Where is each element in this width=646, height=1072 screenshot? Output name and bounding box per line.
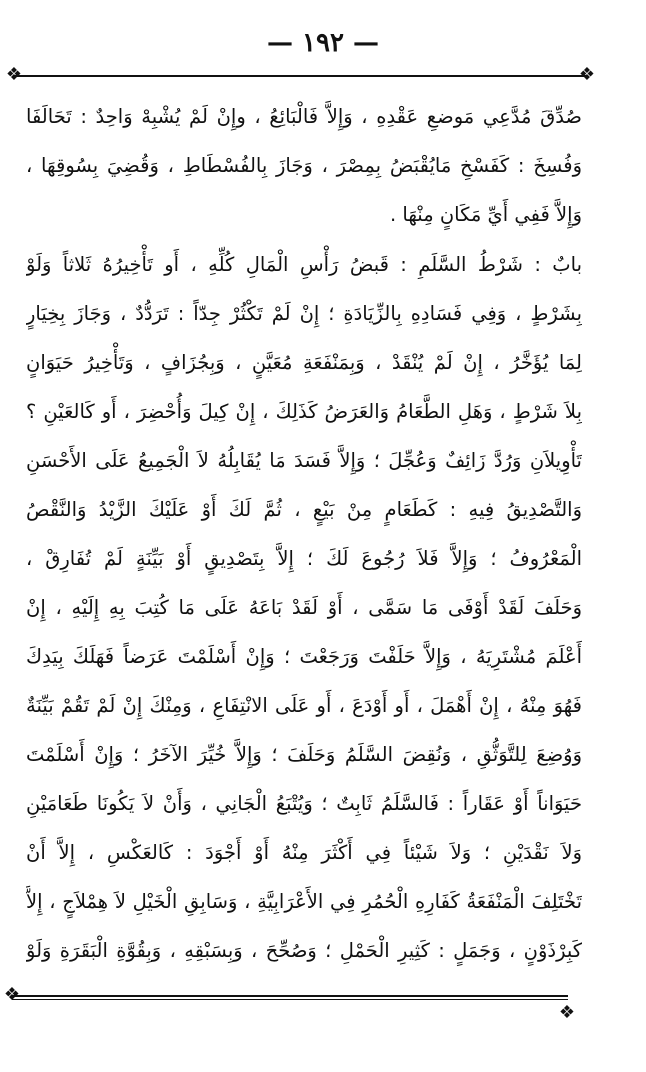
- text-line: صُدِّقَ مُدَّعِي مَوضعِ عَقْدِهِ ، وَإِلاَّ فَالْبَائِعُ ، وإِنْ لَمْ يُشْبِهْ وَاحِدٌ : تَحَالَفَا: [26, 105, 582, 128]
- corner-ornament-icon: ❖: [578, 64, 596, 85]
- text-line: حَيَوَاناً أَوْ عَقَاراً : فَالسَّلَمُ ثَابِتٌ ؛ وَيُتْبَعُ الْجَانِي ، وَأَنْ لاَ يَكُونَا طَعَامَيْنِ: [26, 792, 582, 815]
- text-line: وَوُضِعَ لِلتَّوَثُّقِ ، وَنُقِضَ السَّلَمُ وَحَلَفَ ؛ وَإِلاَّ خُيِّرَ الآخَرُ ؛ وَإِنْ أَسْلَمْتَ: [26, 743, 582, 766]
- text-line: وَلاَ نَقْدَيْنِ ؛ وَلاَ شَيْئاً فِي أَكْثَرَ مِنْهُ أَوْ أَجْوَدَ : كَالعَكْسِ ، إِلاَّ أَنْ: [26, 841, 582, 864]
- text-line: كَبِرْذَوْنٍ ، وَجَمَلٍ : كَثِيرِ الْحَمْلِ ؛ وَصُحِّحَ ، وَبِسَبْقِهِ ، وَبِقُوَّةِ الْبَقَرَةِ وَلَوْ: [26, 939, 582, 962]
- text-line: بِلاَ شَرْطٍ ، وَهَلِ الطَّعَامُ وَالعَرَضُ كَذَلِكَ ، إِنْ كِيلَ وَأُحْضِرَ ، أَو كَالعَيْنِ ؟: [26, 400, 582, 423]
- text-line: تَخْتَلِفَ الْمَنْفَعَةُ كَفَارِهِ الْحُمُرِ فِي الأَعْرَابِيَّةِ ، وَسَابِقِ الْخَيْلِ لاَ هِمْلاَجٍ ، إِلاَّ: [26, 890, 582, 913]
- text-line: وَفُسِخَ : كَفَسْخِ مَايُقْبَضُ بِمِصْرَ ، وَجَازَ بِالفُسْطَاطِ ، وَقُضِيَ بِسُوقِهَا ،: [26, 154, 582, 177]
- text-line: وَإِلاَّ فَفِي أَيِّ مَكَانٍ مِنْهَا .: [389, 203, 582, 226]
- corner-ornament-icon: ❖: [5, 64, 23, 85]
- text-line: بابٌ : شَرْطُ السَّلَمِ : قَبضُ رَأْسِ الْمَالِ كُلِّهِ ، أَو تَأْخِيرُهُ ثَلاثاً وَلَوْ: [26, 253, 582, 276]
- corner-ornament-icon: ❖: [3, 984, 21, 1005]
- paragraph-2: [26, 240, 582, 975]
- bottom-rule: [12, 995, 568, 997]
- paragraph-1: [26, 92, 582, 239]
- text-line: الْمَعْرُوفُ ؛ وَإِلاَّ فَلاَ رُجُوعَ لَكَ ؛ إِلاَّ بِتَصْدِيقٍ أَوْ بَيِّنَةٍ لَمْ تُفَارِقْ ،: [26, 547, 582, 570]
- text-line: بِشَرْطٍ ، وَفِي فَسَادِهِ بِالزِّيَادَةِ ؛ إِنْ لَمْ تَكْثُرْ جِدّاً : تَرَدُّدٌ ، وَجَازَ بِخِيَارٍ: [26, 302, 582, 325]
- bottom-rule-thin: [12, 999, 568, 1000]
- page-number: — ١٩٢ —: [266, 28, 380, 58]
- text-line: لِمَا يُؤَخَّرُ ، إِنْ لَمْ يُنْقَدْ ، وَبِمَنْفَعَةِ مُعَيَّنٍ ، وَبِجُزَافٍ ، وَتَأْخِيرُ حَيَوَانٍ: [26, 351, 582, 374]
- text-line: وَالتَّصْدِيقُ فِيهِ : كَطَعَامٍ مِنْ بَيْعٍ ، ثُمَّ لَكَ أَوْ عَلَيْكَ الزَّيْدُ وَالنَّقْصُ: [26, 498, 582, 521]
- top-rule: [14, 75, 587, 77]
- text-line: تَأْوِيلاَنِ وَرُدَّ زَائِفٌ وَعُجِّلَ ؛ وَإِلاَّ فَسَدَ مَا يُقَابِلُهُ لاَ الْجَمِيعُ عَلَى الأَحْسَنِ: [26, 449, 582, 472]
- text-line: أَعْلَمَ مُشْتَرِيَهُ ، وَإِلاَّ حَلَفْتَ وَرَجَعْتَ ؛ وَإِنْ أَسْلَمْتَ عَرَضاً فَهَلَكَ بِيَدِكَ: [26, 645, 582, 668]
- corner-ornament-icon: ❖: [558, 1002, 576, 1023]
- text-line: وَحَلَفَ لَقَدْ أَوْفَى مَا سَمَّى ، أَوْ لَقَدْ بَاعَهُ عَلَى مَا كُتِبَ بِهِ إِلَيْهِ ، إِنْ: [26, 596, 582, 619]
- text-line: فَهُوَ مِنْهُ ، إِنْ أَهْمَلَ ، أَو أَوْدَعَ ، أَو عَلَى الانْتِفَاعِ ، وَمِنْكَ إِنْ لَمْ تَقُمْ بَيِّنَةٌ: [26, 694, 582, 717]
